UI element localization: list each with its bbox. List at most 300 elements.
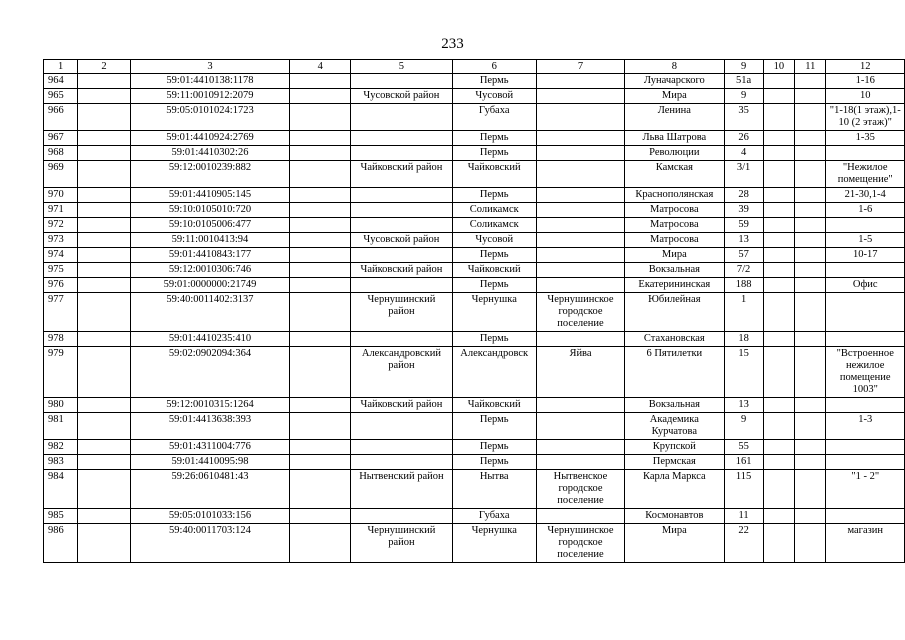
header-row (44, 60, 905, 74)
table-header (44, 60, 905, 74)
cell-col-8: Юбилейная (625, 293, 724, 332)
cell-col-12: 1-6 (826, 203, 905, 218)
cell-col-8: Революции (625, 146, 724, 161)
cell-col-1: 984 (44, 470, 78, 509)
cell-col-8: Мира (625, 89, 724, 104)
cell-col-8: Льва Шатрова (625, 131, 724, 146)
cell-col-12 (826, 218, 905, 233)
cell-col-3: 59:40:0011402:3137 (130, 293, 289, 332)
cell-col-3: 59:12:0010306:746 (130, 263, 289, 278)
cell-col-5 (351, 131, 452, 146)
cell-col-3: 59:40:0011703:124 (130, 524, 289, 563)
cell-col-8: Краснополянская (625, 188, 724, 203)
cell-col-8: Вокзальная (625, 263, 724, 278)
cell-col-7 (536, 455, 624, 470)
column-header-9: 9 (724, 60, 763, 74)
cell-col-6: Пермь (452, 131, 536, 146)
column-header-8: 8 (625, 60, 724, 74)
cell-col-1: 975 (44, 263, 78, 278)
cell-col-1: 969 (44, 161, 78, 188)
cell-col-4 (290, 233, 351, 248)
cell-col-5: Чусовской район (351, 89, 452, 104)
table-body (44, 74, 905, 563)
cell-col-6: Чайковский (452, 161, 536, 188)
cell-col-1: 967 (44, 131, 78, 146)
cell-col-6: Чусовой (452, 233, 536, 248)
cell-col-8: Вокзальная (625, 398, 724, 413)
registry-table (43, 59, 905, 563)
cell-col-10 (763, 218, 794, 233)
cell-col-6: Чайковский (452, 398, 536, 413)
cell-col-11 (795, 440, 826, 455)
cell-col-5: Александровский район (351, 347, 452, 398)
cell-col-10 (763, 233, 794, 248)
cell-col-3: 59:05:0101033:156 (130, 509, 289, 524)
cell-col-1: 978 (44, 332, 78, 347)
cell-col-3: 59:10:0105006:477 (130, 218, 289, 233)
cell-col-10 (763, 332, 794, 347)
cell-col-5 (351, 455, 452, 470)
cell-col-6: Нытва (452, 470, 536, 509)
cell-col-1: 986 (44, 524, 78, 563)
cell-col-9: 3/1 (724, 161, 763, 188)
cell-col-9: 9 (724, 413, 763, 440)
cell-col-3: 59:01:4413638:393 (130, 413, 289, 440)
cell-col-10 (763, 89, 794, 104)
table-row (44, 398, 905, 413)
cell-col-4 (290, 524, 351, 563)
cell-col-7: Чернушинское городское поселение (536, 293, 624, 332)
cell-col-7 (536, 161, 624, 188)
cell-col-5 (351, 74, 452, 89)
cell-col-7 (536, 509, 624, 524)
cell-col-5: Чернушинский район (351, 524, 452, 563)
cell-col-11 (795, 203, 826, 218)
cell-col-8: Камская (625, 161, 724, 188)
cell-col-3: 59:11:0010413:94 (130, 233, 289, 248)
cell-col-8: Матросова (625, 203, 724, 218)
cell-col-12 (826, 455, 905, 470)
cell-col-6: Губаха (452, 104, 536, 131)
cell-col-6: Пермь (452, 413, 536, 440)
cell-col-7 (536, 263, 624, 278)
cell-col-10 (763, 398, 794, 413)
cell-col-8: Академика Курчатова (625, 413, 724, 440)
cell-col-10 (763, 455, 794, 470)
cell-col-5: Нытвенский район (351, 470, 452, 509)
cell-col-6: Соликамск (452, 203, 536, 218)
cell-col-6: Пермь (452, 278, 536, 293)
table-row (44, 347, 905, 398)
cell-col-12: Офис (826, 278, 905, 293)
cell-col-1: 965 (44, 89, 78, 104)
cell-col-7 (536, 278, 624, 293)
cell-col-9: 13 (724, 398, 763, 413)
cell-col-6: Александровск (452, 347, 536, 398)
cell-col-12 (826, 509, 905, 524)
cell-col-10 (763, 524, 794, 563)
cell-col-7 (536, 89, 624, 104)
cell-col-7 (536, 104, 624, 131)
cell-col-9: 11 (724, 509, 763, 524)
cell-col-3: 59:10:0105010:720 (130, 203, 289, 218)
cell-col-6: Пермь (452, 188, 536, 203)
cell-col-9: 35 (724, 104, 763, 131)
cell-col-2 (78, 74, 131, 89)
cell-col-3: 59:11:0010912:2079 (130, 89, 289, 104)
cell-col-4 (290, 332, 351, 347)
cell-col-3: 59:01:4410235:410 (130, 332, 289, 347)
cell-col-10 (763, 188, 794, 203)
column-header-7: 7 (536, 60, 624, 74)
cell-col-12 (826, 293, 905, 332)
cell-col-1: 982 (44, 440, 78, 455)
cell-col-6: Чернушка (452, 524, 536, 563)
table-row (44, 413, 905, 440)
cell-col-5 (351, 440, 452, 455)
table-row (44, 233, 905, 248)
cell-col-2 (78, 455, 131, 470)
cell-col-11 (795, 293, 826, 332)
cell-col-5 (351, 509, 452, 524)
cell-col-3: 59:01:4410138:1178 (130, 74, 289, 89)
cell-col-7 (536, 146, 624, 161)
cell-col-11 (795, 233, 826, 248)
table-row (44, 104, 905, 131)
cell-col-6: Чайковский (452, 263, 536, 278)
cell-col-9: 18 (724, 332, 763, 347)
cell-col-5 (351, 188, 452, 203)
cell-col-8: Ленина (625, 104, 724, 131)
cell-col-4 (290, 74, 351, 89)
cell-col-12 (826, 440, 905, 455)
cell-col-11 (795, 413, 826, 440)
cell-col-5: Чайковский район (351, 161, 452, 188)
cell-col-2 (78, 203, 131, 218)
cell-col-1: 974 (44, 248, 78, 263)
cell-col-8: 6 Пятилетки (625, 347, 724, 398)
cell-col-7 (536, 233, 624, 248)
cell-col-6: Пермь (452, 455, 536, 470)
cell-col-4 (290, 455, 351, 470)
cell-col-9: 22 (724, 524, 763, 563)
column-header-6: 6 (452, 60, 536, 74)
table-row (44, 248, 905, 263)
cell-col-3: 59:26:0610481:43 (130, 470, 289, 509)
cell-col-11 (795, 74, 826, 89)
cell-col-2 (78, 524, 131, 563)
cell-col-9: 55 (724, 440, 763, 455)
cell-col-10 (763, 293, 794, 332)
cell-col-12: "1 - 2" (826, 470, 905, 509)
cell-col-7: Чернушинское городское поселение (536, 524, 624, 563)
cell-col-12 (826, 146, 905, 161)
cell-col-9: 7/2 (724, 263, 763, 278)
cell-col-4 (290, 188, 351, 203)
cell-col-2 (78, 332, 131, 347)
column-header-12: 12 (826, 60, 905, 74)
cell-col-5 (351, 413, 452, 440)
cell-col-5 (351, 146, 452, 161)
cell-col-5 (351, 218, 452, 233)
cell-col-8: Екатерининская (625, 278, 724, 293)
cell-col-4 (290, 278, 351, 293)
cell-col-2 (78, 161, 131, 188)
cell-col-4 (290, 263, 351, 278)
cell-col-12: магазин (826, 524, 905, 563)
cell-col-8: Матросова (625, 233, 724, 248)
cell-col-3: 59:05:0101024:1723 (130, 104, 289, 131)
cell-col-11 (795, 248, 826, 263)
cell-col-5 (351, 332, 452, 347)
table-row (44, 524, 905, 563)
cell-col-6: Пермь (452, 248, 536, 263)
table-row (44, 278, 905, 293)
cell-col-8: Матросова (625, 218, 724, 233)
cell-col-1: 979 (44, 347, 78, 398)
cell-col-2 (78, 347, 131, 398)
table-row (44, 455, 905, 470)
column-header-4: 4 (290, 60, 351, 74)
cell-col-5: Чайковский район (351, 263, 452, 278)
cell-col-12: 1-3 (826, 413, 905, 440)
table-row (44, 89, 905, 104)
cell-col-4 (290, 161, 351, 188)
cell-col-2 (78, 278, 131, 293)
cell-col-2 (78, 293, 131, 332)
cell-col-2 (78, 263, 131, 278)
cell-col-1: 964 (44, 74, 78, 89)
cell-col-5: Чернушинский район (351, 293, 452, 332)
cell-col-6: Пермь (452, 74, 536, 89)
cell-col-10 (763, 104, 794, 131)
cell-col-4 (290, 398, 351, 413)
cell-col-1: 983 (44, 455, 78, 470)
cell-col-10 (763, 203, 794, 218)
cell-col-11 (795, 278, 826, 293)
cell-col-9: 188 (724, 278, 763, 293)
cell-col-5: Чусовской район (351, 233, 452, 248)
cell-col-8: Мира (625, 248, 724, 263)
cell-col-8: Пермская (625, 455, 724, 470)
cell-col-11 (795, 218, 826, 233)
cell-col-12: 1-5 (826, 233, 905, 248)
cell-col-10 (763, 509, 794, 524)
cell-col-12: "Нежилое помещение" (826, 161, 905, 188)
cell-col-2 (78, 509, 131, 524)
column-header-10: 10 (763, 60, 794, 74)
cell-col-1: 971 (44, 203, 78, 218)
cell-col-1: 968 (44, 146, 78, 161)
table-row (44, 203, 905, 218)
column-header-11: 11 (795, 60, 826, 74)
cell-col-11 (795, 104, 826, 131)
cell-col-2 (78, 413, 131, 440)
cell-col-2 (78, 218, 131, 233)
cell-col-7 (536, 74, 624, 89)
cell-col-12 (826, 332, 905, 347)
cell-col-12: 10 (826, 89, 905, 104)
cell-col-2 (78, 188, 131, 203)
cell-col-7: Яйва (536, 347, 624, 398)
table-row (44, 74, 905, 89)
cell-col-9: 15 (724, 347, 763, 398)
cell-col-8: Карла Маркса (625, 470, 724, 509)
cell-col-4 (290, 218, 351, 233)
table-row (44, 146, 905, 161)
cell-col-11 (795, 398, 826, 413)
cell-col-5 (351, 248, 452, 263)
cell-col-12: 1-16 (826, 74, 905, 89)
cell-col-3: 59:01:4410302:26 (130, 146, 289, 161)
cell-col-6: Пермь (452, 440, 536, 455)
cell-col-9: 57 (724, 248, 763, 263)
cell-col-4 (290, 104, 351, 131)
cell-col-4 (290, 203, 351, 218)
cell-col-11 (795, 455, 826, 470)
cell-col-4 (290, 293, 351, 332)
cell-col-9: 13 (724, 233, 763, 248)
table-row (44, 188, 905, 203)
cell-col-6: Чусовой (452, 89, 536, 104)
cell-col-1: 972 (44, 218, 78, 233)
cell-col-7: Нытвенское городское поселение (536, 470, 624, 509)
cell-col-8: Космонавтов (625, 509, 724, 524)
cell-col-1: 977 (44, 293, 78, 332)
cell-col-11 (795, 188, 826, 203)
cell-col-2 (78, 248, 131, 263)
table-row (44, 470, 905, 509)
cell-col-7 (536, 413, 624, 440)
cell-col-7 (536, 188, 624, 203)
table-row (44, 218, 905, 233)
table-row (44, 293, 905, 332)
column-header-2: 2 (78, 60, 131, 74)
cell-col-7 (536, 131, 624, 146)
cell-col-2 (78, 131, 131, 146)
cell-col-9: 39 (724, 203, 763, 218)
cell-col-10 (763, 470, 794, 509)
cell-col-3: 59:01:4410905:145 (130, 188, 289, 203)
cell-col-3: 59:01:4410843:177 (130, 248, 289, 263)
cell-col-7 (536, 398, 624, 413)
cell-col-6: Соликамск (452, 218, 536, 233)
cell-col-1: 973 (44, 233, 78, 248)
column-header-1: 1 (44, 60, 78, 74)
cell-col-10 (763, 131, 794, 146)
cell-col-2 (78, 440, 131, 455)
cell-col-4 (290, 89, 351, 104)
cell-col-4 (290, 347, 351, 398)
cell-col-8: Крупской (625, 440, 724, 455)
cell-col-5 (351, 278, 452, 293)
cell-col-4 (290, 470, 351, 509)
cell-col-10 (763, 413, 794, 440)
cell-col-4 (290, 509, 351, 524)
cell-col-1: 985 (44, 509, 78, 524)
cell-col-1: 966 (44, 104, 78, 131)
cell-col-2 (78, 470, 131, 509)
cell-col-12: 1-35 (826, 131, 905, 146)
cell-col-10 (763, 440, 794, 455)
cell-col-9: 28 (724, 188, 763, 203)
cell-col-9: 59 (724, 218, 763, 233)
cell-col-5 (351, 104, 452, 131)
cell-col-4 (290, 146, 351, 161)
cell-col-1: 981 (44, 413, 78, 440)
cell-col-5 (351, 203, 452, 218)
cell-col-6: Губаха (452, 509, 536, 524)
cell-col-10 (763, 347, 794, 398)
cell-col-11 (795, 146, 826, 161)
cell-col-5: Чайковский район (351, 398, 452, 413)
cell-col-12: 10-17 (826, 248, 905, 263)
cell-col-9: 4 (724, 146, 763, 161)
cell-col-3: 59:12:0010315:1264 (130, 398, 289, 413)
cell-col-4 (290, 131, 351, 146)
cell-col-3: 59:01:4410095:98 (130, 455, 289, 470)
cell-col-12: 21-30,1-4 (826, 188, 905, 203)
cell-col-9: 9 (724, 89, 763, 104)
cell-col-6: Пермь (452, 332, 536, 347)
cell-col-11 (795, 161, 826, 188)
cell-col-1: 976 (44, 278, 78, 293)
column-header-5: 5 (351, 60, 452, 74)
cell-col-12: "1-18(1 этаж),1-10 (2 этаж)" (826, 104, 905, 131)
cell-col-11 (795, 131, 826, 146)
cell-col-4 (290, 440, 351, 455)
cell-col-2 (78, 398, 131, 413)
cell-col-9: 1 (724, 293, 763, 332)
cell-col-11 (795, 347, 826, 398)
cell-col-3: 59:01:4410924:2769 (130, 131, 289, 146)
cell-col-10 (763, 263, 794, 278)
table-row (44, 131, 905, 146)
cell-col-2 (78, 233, 131, 248)
cell-col-11 (795, 263, 826, 278)
cell-col-7 (536, 218, 624, 233)
cell-col-3: 59:01:4311004:776 (130, 440, 289, 455)
table-row (44, 509, 905, 524)
cell-col-7 (536, 203, 624, 218)
cell-col-2 (78, 146, 131, 161)
cell-col-11 (795, 332, 826, 347)
cell-col-10 (763, 74, 794, 89)
cell-col-4 (290, 413, 351, 440)
cell-col-9: 161 (724, 455, 763, 470)
cell-col-7 (536, 248, 624, 263)
cell-col-8: Мира (625, 524, 724, 563)
cell-col-11 (795, 89, 826, 104)
cell-col-12 (826, 398, 905, 413)
cell-col-3: 59:01:0000000:21749 (130, 278, 289, 293)
cell-col-9: 115 (724, 470, 763, 509)
cell-col-8: Луначарского (625, 74, 724, 89)
cell-col-3: 59:12:0010239:882 (130, 161, 289, 188)
cell-col-10 (763, 278, 794, 293)
cell-col-7 (536, 440, 624, 455)
table-row (44, 332, 905, 347)
cell-col-10 (763, 146, 794, 161)
cell-col-9: 51а (724, 74, 763, 89)
cell-col-11 (795, 470, 826, 509)
cell-col-3: 59:02:0902094:364 (130, 347, 289, 398)
cell-col-7 (536, 332, 624, 347)
cell-col-8: Стахановская (625, 332, 724, 347)
cell-col-1: 980 (44, 398, 78, 413)
cell-col-1: 970 (44, 188, 78, 203)
cell-col-10 (763, 248, 794, 263)
